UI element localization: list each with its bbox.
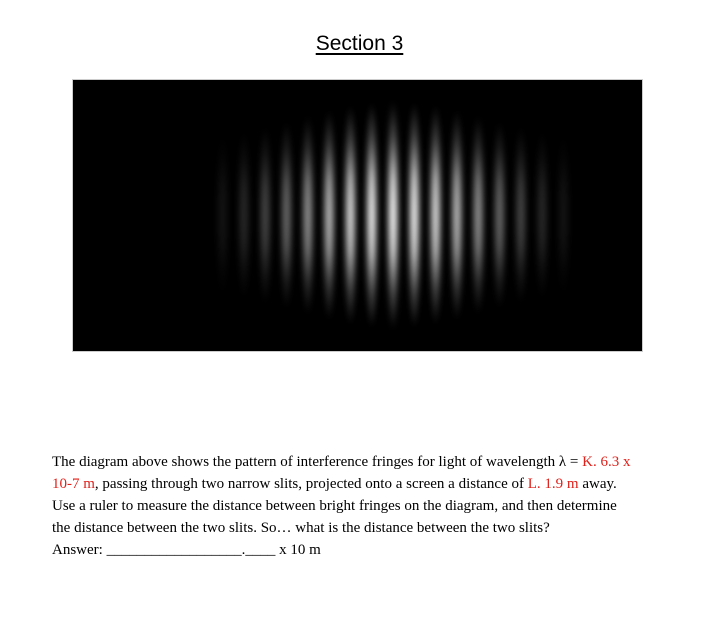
bright-fringe [492, 120, 507, 309]
interference-fringe-icon [73, 80, 642, 351]
section-title: Section 3 [315, 32, 404, 55]
bright-fringe [343, 104, 358, 326]
bright-fringe [428, 104, 443, 326]
question-line-3: Use a ruler to measure the distance between bright fringes on the diagram, and then determine [52, 498, 617, 514]
question-text [52, 451, 682, 561]
question-line-2-text: , passing through two narrow slits, projected onto a screen a distance of [94, 476, 528, 492]
question-line-1 [52, 451, 682, 473]
bright-fringe [449, 109, 464, 321]
bright-fringe [215, 132, 230, 298]
bright-fringe [322, 109, 337, 321]
question-line-2-end: away. [578, 476, 617, 492]
answer-label: Answer: [52, 542, 103, 558]
bright-fringe [386, 100, 401, 330]
wavelength-value: K. 6.3 x [582, 454, 631, 470]
bright-fringe [279, 120, 294, 309]
distance-value: L. 1.9 m [527, 476, 579, 492]
bright-fringe [513, 125, 528, 305]
bright-fringe [364, 101, 379, 329]
bright-fringe [407, 101, 422, 329]
bright-fringe [556, 132, 571, 298]
answer-blank[interactable]: __________________.____ [106, 542, 276, 558]
question-line-1-text: The diagram above shows the pattern of interference fringes for light of wavelength λ = [52, 454, 583, 470]
question-line-2 [52, 473, 682, 495]
bright-fringe [300, 115, 315, 316]
wavelength-exponent-value: 10-7 m [52, 476, 95, 492]
question-line-4: the distance between the two slits. So… what is the distance between the two slits? [52, 520, 550, 536]
answer-line [52, 539, 682, 561]
bright-fringe [535, 129, 550, 300]
bright-fringe [258, 125, 273, 305]
bright-fringe [236, 129, 251, 300]
bright-fringe [471, 115, 486, 316]
answer-unit: x 10 m [275, 542, 321, 558]
interference-fringe-figure [72, 79, 643, 352]
